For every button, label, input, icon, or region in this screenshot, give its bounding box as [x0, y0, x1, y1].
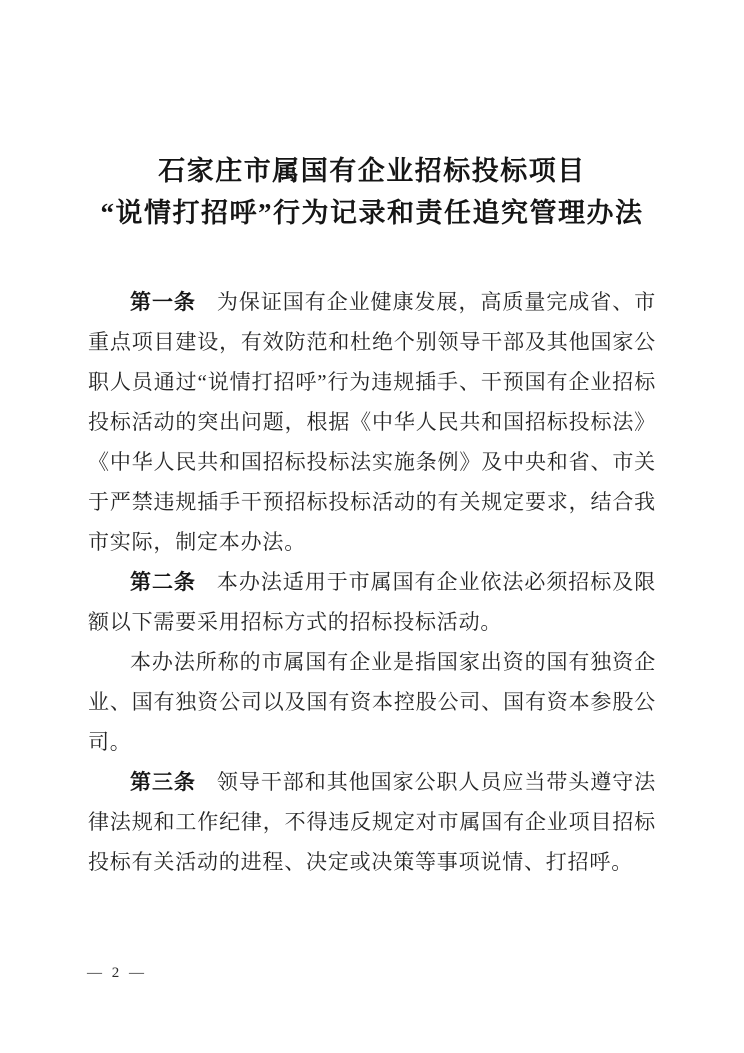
document-body: [88, 282, 656, 882]
paragraph-article-3: [88, 762, 656, 882]
article-1-text: 为保证国有企业健康发展，高质量完成省、市重点项目建设，有效防范和杜绝个别领导干部及其他国家公职人员通过“说情打招呼”行为违规插手、干预国有企业招标投标活动的突出问题，根据《中华人民共和国招标投标法》《中华人民共和国招标投标法实施条例》及中央和省、市关于严禁违规插手干预招标投标活动的有关规定要求，结合我市实际，制定本办法。: [88, 290, 656, 554]
article-2-text: 本办法适用于市属国有企业依法必须招标及限额以下需要采用招标方式的招标投标活动。: [88, 570, 656, 634]
article-3-text: 领导干部和其他国家公职人员应当带头遵守法律法规和工作纪律，不得违反规定对市属国有企业项目招标投标有关活动的进程、决定或决策等事项说情、打招呼。: [88, 770, 656, 874]
title-line-1: 石家庄市属国有企业招标投标项目: [158, 156, 586, 186]
article-2-number: 第二条: [130, 570, 196, 594]
paragraph-article-2-continuation: [88, 642, 656, 762]
article-1-number: 第一条: [130, 290, 196, 314]
article-2b-text: 本办法所称的市属国有企业是指国家出资的国有独资企业、国有独资公司以及国有资本控股公司、国有资本参股公司。: [88, 650, 656, 754]
paragraph-article-2: [88, 562, 656, 642]
page-footer: [87, 965, 147, 982]
title-line-2: “说情打招呼”行为记录和责任追究管理办法: [100, 198, 644, 228]
document-title: [40, 150, 704, 234]
article-3-number: 第三条: [130, 770, 196, 794]
paragraph-article-1: [88, 282, 656, 562]
page-number: — 2 —: [87, 965, 147, 981]
